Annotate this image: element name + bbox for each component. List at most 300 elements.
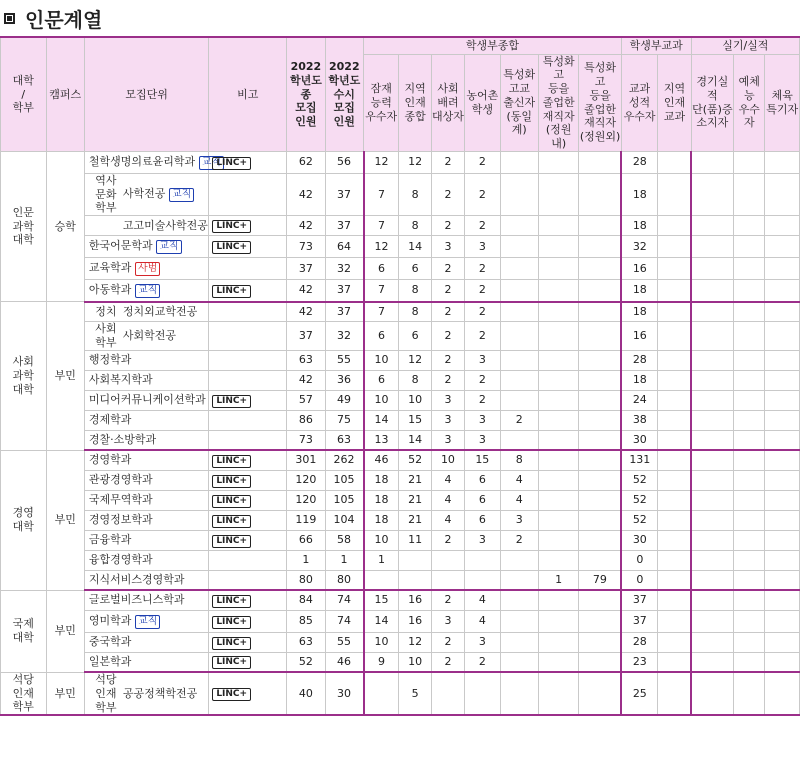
linc-badge: LINC+ [212, 637, 251, 650]
unit-cell: 정치 정치외교학전공 [84, 302, 208, 322]
note-cell [209, 570, 287, 590]
value-cell [538, 236, 578, 258]
header-col: 체육 특기자 [765, 54, 800, 151]
value-cell [734, 672, 765, 715]
value-cell [538, 530, 578, 550]
value-cell: 32 [325, 258, 363, 280]
value-cell [538, 350, 578, 370]
value-cell [579, 410, 621, 430]
value-cell [579, 530, 621, 550]
table-row [1, 510, 800, 530]
value-cell: 262 [325, 450, 363, 470]
value-cell [765, 370, 800, 390]
value-cell: 37 [621, 610, 657, 632]
value-cell: 7 [364, 216, 399, 236]
header-susi: 2022 학년도 수시 모집 인원 [325, 37, 363, 151]
value-cell [399, 550, 431, 570]
value-cell [500, 151, 538, 173]
value-cell [538, 173, 578, 215]
value-cell [734, 550, 765, 570]
value-cell [734, 470, 765, 490]
value-cell: 46 [364, 450, 399, 470]
value-cell [364, 672, 399, 715]
value-cell [734, 216, 765, 236]
value-cell [538, 280, 578, 302]
value-cell [734, 302, 765, 322]
unit-cell: 역사 문화 학부 사학전공 교직 [84, 173, 208, 215]
value-cell: 30 [325, 672, 363, 715]
note-cell [209, 302, 287, 322]
value-cell [579, 550, 621, 570]
value-cell [658, 530, 691, 550]
value-cell: 3 [431, 390, 464, 410]
value-cell: 2 [431, 322, 464, 351]
value-cell [734, 590, 765, 610]
note-cell [209, 590, 287, 610]
note-cell [209, 490, 287, 510]
value-cell [579, 151, 621, 173]
value-cell: 7 [364, 280, 399, 302]
value-cell [579, 350, 621, 370]
value-cell [658, 258, 691, 280]
value-cell: 6 [465, 490, 500, 510]
value-cell [691, 550, 733, 570]
value-cell: 2 [431, 216, 464, 236]
value-cell: 37 [325, 216, 363, 236]
value-cell [691, 632, 733, 652]
value-cell [579, 490, 621, 510]
value-cell [538, 490, 578, 510]
value-cell: 7 [364, 173, 399, 215]
note-cell [209, 632, 287, 652]
table-row [1, 302, 800, 322]
table-row [1, 173, 800, 215]
linc-badge: LINC+ [212, 157, 251, 170]
value-cell: 4 [431, 470, 464, 490]
unit-cell: 경찰·소방학과 [84, 430, 208, 450]
value-cell [500, 590, 538, 610]
value-cell [658, 390, 691, 410]
value-cell: 18 [621, 370, 657, 390]
value-cell [500, 370, 538, 390]
value-cell [691, 470, 733, 490]
header-col: 예체능 우수자 [734, 54, 765, 151]
value-cell: 12 [399, 350, 431, 370]
unit-cell: 금융학과 [84, 530, 208, 550]
value-cell [465, 570, 500, 590]
value-cell: 14 [399, 236, 431, 258]
value-cell: 63 [325, 430, 363, 450]
value-cell [579, 450, 621, 470]
value-cell: 18 [621, 173, 657, 215]
value-cell [538, 550, 578, 570]
value-cell [538, 216, 578, 236]
value-cell [538, 322, 578, 351]
value-cell: 10 [364, 350, 399, 370]
table-row [1, 530, 800, 550]
value-cell: 84 [287, 590, 325, 610]
value-cell: 18 [364, 510, 399, 530]
value-cell: 3 [465, 410, 500, 430]
value-cell: 1 [287, 550, 325, 570]
page-title [0, 0, 800, 36]
value-cell: 37 [325, 280, 363, 302]
value-cell: 3 [465, 236, 500, 258]
value-cell [734, 322, 765, 351]
value-cell: 2 [431, 370, 464, 390]
table-row [1, 470, 800, 490]
header-col: 교과 성적 우수자 [621, 54, 657, 151]
value-cell [734, 490, 765, 510]
value-cell: 2 [465, 258, 500, 280]
value-cell: 10 [364, 390, 399, 410]
value-cell: 119 [287, 510, 325, 530]
value-cell [765, 280, 800, 302]
value-cell [765, 632, 800, 652]
value-cell: 21 [399, 510, 431, 530]
value-cell: 6 [364, 258, 399, 280]
value-cell [734, 450, 765, 470]
note-cell [209, 236, 287, 258]
value-cell: 8 [399, 280, 431, 302]
value-cell [765, 410, 800, 430]
value-cell: 15 [364, 590, 399, 610]
value-cell: 105 [325, 490, 363, 510]
value-cell [734, 570, 765, 590]
value-cell [734, 390, 765, 410]
header-student-subject: 학생부교과 [621, 37, 691, 54]
value-cell: 3 [431, 430, 464, 450]
value-cell [579, 173, 621, 215]
value-cell [765, 390, 800, 410]
unit-cell: 미디어커뮤니케이션학과 [84, 390, 208, 410]
value-cell: 73 [287, 236, 325, 258]
unit-cell: 경제학과 [84, 410, 208, 430]
value-cell [734, 410, 765, 430]
value-cell: 42 [287, 173, 325, 215]
value-cell [691, 410, 733, 430]
value-cell: 42 [287, 302, 325, 322]
value-cell [765, 430, 800, 450]
value-cell [579, 430, 621, 450]
header-campus: 캠퍼스 [46, 37, 84, 151]
value-cell [734, 632, 765, 652]
value-cell: 5 [399, 672, 431, 715]
value-cell [500, 390, 538, 410]
value-cell [691, 652, 733, 672]
unit-cell: 일본학과 [84, 652, 208, 672]
value-cell [658, 370, 691, 390]
value-cell: 42 [287, 216, 325, 236]
value-cell: 30 [621, 430, 657, 450]
value-cell: 3 [465, 430, 500, 450]
value-cell [734, 430, 765, 450]
value-cell [765, 350, 800, 370]
value-cell [691, 350, 733, 370]
value-cell: 11 [399, 530, 431, 550]
value-cell: 105 [325, 470, 363, 490]
value-cell: 131 [621, 450, 657, 470]
value-cell [765, 258, 800, 280]
note-cell [209, 258, 287, 280]
table-row [1, 216, 800, 236]
value-cell: 24 [621, 390, 657, 410]
value-cell: 2 [465, 302, 500, 322]
value-cell: 38 [621, 410, 657, 430]
value-cell [579, 610, 621, 632]
value-cell: 2 [431, 652, 464, 672]
badge: 교직 [156, 240, 181, 254]
value-cell [734, 236, 765, 258]
value-cell: 80 [287, 570, 325, 590]
value-cell: 37 [287, 258, 325, 280]
value-cell [431, 550, 464, 570]
note-cell [209, 450, 287, 470]
value-cell [658, 652, 691, 672]
badge: 교직 [169, 188, 194, 202]
value-cell [658, 610, 691, 632]
value-cell [691, 530, 733, 550]
value-cell: 3 [431, 610, 464, 632]
value-cell [734, 510, 765, 530]
value-cell [765, 470, 800, 490]
value-cell: 25 [621, 672, 657, 715]
table-row [1, 236, 800, 258]
value-cell: 58 [325, 530, 363, 550]
value-cell [538, 590, 578, 610]
value-cell [500, 570, 538, 590]
value-cell: 14 [399, 430, 431, 450]
value-cell [691, 490, 733, 510]
value-cell [579, 236, 621, 258]
value-cell: 4 [500, 490, 538, 510]
value-cell: 12 [364, 151, 399, 173]
value-cell [765, 450, 800, 470]
value-cell [538, 410, 578, 430]
value-cell: 2 [465, 390, 500, 410]
value-cell: 10 [399, 652, 431, 672]
note-cell [209, 672, 287, 715]
header-col: 잠재 능력 우수자 [364, 54, 399, 151]
unit-cell: 관광경영학과 [84, 470, 208, 490]
value-cell: 28 [621, 151, 657, 173]
value-cell: 73 [287, 430, 325, 450]
value-cell [538, 151, 578, 173]
value-cell: 40 [287, 672, 325, 715]
value-cell [500, 236, 538, 258]
unit-cell: 사회 학부 사회학전공 [84, 322, 208, 351]
value-cell [500, 550, 538, 570]
value-cell: 2 [465, 173, 500, 215]
value-cell: 4 [500, 470, 538, 490]
value-cell: 2 [431, 258, 464, 280]
value-cell: 2 [500, 530, 538, 550]
note-cell [209, 510, 287, 530]
value-cell [691, 151, 733, 173]
value-cell: 74 [325, 590, 363, 610]
value-cell: 16 [621, 258, 657, 280]
value-cell [431, 672, 464, 715]
value-cell: 52 [621, 490, 657, 510]
value-cell: 10 [431, 450, 464, 470]
value-cell [765, 216, 800, 236]
value-cell: 16 [399, 590, 431, 610]
value-cell [658, 173, 691, 215]
value-cell [500, 350, 538, 370]
header-student-comprehensive: 학생부종합 [364, 37, 622, 54]
college-cell: 석당 인재 학부 [1, 672, 47, 715]
value-cell: 14 [364, 610, 399, 632]
college-cell: 사회 과학 대학 [1, 302, 47, 451]
linc-badge: LINC+ [212, 688, 251, 701]
value-cell [658, 280, 691, 302]
value-cell: 56 [325, 151, 363, 173]
value-cell [691, 302, 733, 322]
value-cell: 37 [287, 322, 325, 351]
value-cell: 37 [325, 173, 363, 215]
note-cell [209, 350, 287, 370]
value-cell: 6 [465, 470, 500, 490]
header-col: 농어촌 학생 [465, 54, 500, 151]
value-cell [691, 173, 733, 215]
badge: 교직 [199, 156, 224, 170]
table-row [1, 280, 800, 302]
value-cell [691, 258, 733, 280]
value-cell [765, 322, 800, 351]
value-cell [538, 430, 578, 450]
value-cell [538, 652, 578, 672]
value-cell: 66 [287, 530, 325, 550]
badge: 교직 [135, 284, 160, 298]
value-cell: 8 [399, 216, 431, 236]
page-title-text: 인문계열 [25, 7, 103, 32]
value-cell [765, 550, 800, 570]
value-cell [658, 632, 691, 652]
value-cell [734, 173, 765, 215]
value-cell: 23 [621, 652, 657, 672]
campus-cell: 부민 [46, 672, 84, 715]
value-cell: 3 [465, 530, 500, 550]
college-cell: 경영 대학 [1, 450, 47, 590]
value-cell: 2 [465, 216, 500, 236]
value-cell [538, 510, 578, 530]
value-cell [658, 216, 691, 236]
value-cell: 120 [287, 470, 325, 490]
table-row [1, 550, 800, 570]
value-cell [538, 450, 578, 470]
value-cell: 2 [465, 322, 500, 351]
value-cell [579, 390, 621, 410]
value-cell: 18 [364, 490, 399, 510]
value-cell [691, 610, 733, 632]
value-cell: 36 [325, 370, 363, 390]
value-cell [364, 570, 399, 590]
linc-badge: LINC+ [212, 395, 251, 408]
value-cell: 14 [364, 410, 399, 430]
value-cell [691, 510, 733, 530]
value-cell [500, 652, 538, 672]
note-cell [209, 410, 287, 430]
header-col: 사회 배려 대상자 [431, 54, 464, 151]
value-cell: 3 [431, 236, 464, 258]
unit-cell: 융합경영학과 [84, 550, 208, 570]
value-cell: 42 [287, 280, 325, 302]
value-cell: 2 [465, 280, 500, 302]
header-unit: 모집단위 [84, 37, 208, 151]
value-cell: 28 [621, 632, 657, 652]
value-cell: 79 [579, 570, 621, 590]
badge: 교직 [135, 615, 160, 629]
value-cell: 2 [431, 632, 464, 652]
note-cell [209, 216, 287, 236]
value-cell [465, 550, 500, 570]
unit-cell: 글로벌비즈니스학과 [84, 590, 208, 610]
table-row [1, 450, 800, 470]
value-cell: 46 [325, 652, 363, 672]
value-cell: 28 [621, 350, 657, 370]
unit-cell: 경영정보학과 [84, 510, 208, 530]
value-cell: 9 [364, 652, 399, 672]
value-cell [734, 280, 765, 302]
value-cell: 57 [287, 390, 325, 410]
value-cell [500, 302, 538, 322]
note-cell [209, 610, 287, 632]
value-cell [399, 570, 431, 590]
value-cell: 301 [287, 450, 325, 470]
value-cell [465, 672, 500, 715]
value-cell: 2 [431, 173, 464, 215]
badge: 사범 [135, 262, 160, 276]
unit-cell: 석당 인재 학부 공공정책학전공 [84, 672, 208, 715]
value-cell [538, 370, 578, 390]
campus-cell: 부민 [46, 590, 84, 672]
value-cell [579, 652, 621, 672]
value-cell: 63 [287, 350, 325, 370]
header-practical: 실기/실적 [691, 37, 799, 54]
value-cell: 12 [399, 632, 431, 652]
unit-cell: 경영학과 [84, 450, 208, 470]
value-cell [579, 258, 621, 280]
value-cell [658, 350, 691, 370]
header-college: 대학 / 학부 [1, 37, 47, 151]
table-row [1, 350, 800, 370]
value-cell [691, 570, 733, 590]
linc-badge: LINC+ [212, 595, 251, 608]
value-cell: 6 [465, 510, 500, 530]
value-cell: 0 [621, 550, 657, 570]
value-cell [579, 672, 621, 715]
value-cell [691, 236, 733, 258]
header-col: 지역 인재 종합 [399, 54, 431, 151]
college-cell: 인문 과학 대학 [1, 151, 47, 301]
value-cell: 64 [325, 236, 363, 258]
header-col: 경기실적 단(품)증 소지자 [691, 54, 733, 151]
note-cell [209, 280, 287, 302]
value-cell [658, 470, 691, 490]
value-cell [579, 370, 621, 390]
value-cell [691, 590, 733, 610]
value-cell [538, 258, 578, 280]
value-cell [691, 450, 733, 470]
table-row [1, 258, 800, 280]
value-cell [538, 672, 578, 715]
note-cell [209, 430, 287, 450]
square-bullet-icon [4, 13, 15, 24]
value-cell: 2 [465, 652, 500, 672]
value-cell: 63 [287, 632, 325, 652]
value-cell [691, 216, 733, 236]
campus-cell: 부민 [46, 302, 84, 451]
